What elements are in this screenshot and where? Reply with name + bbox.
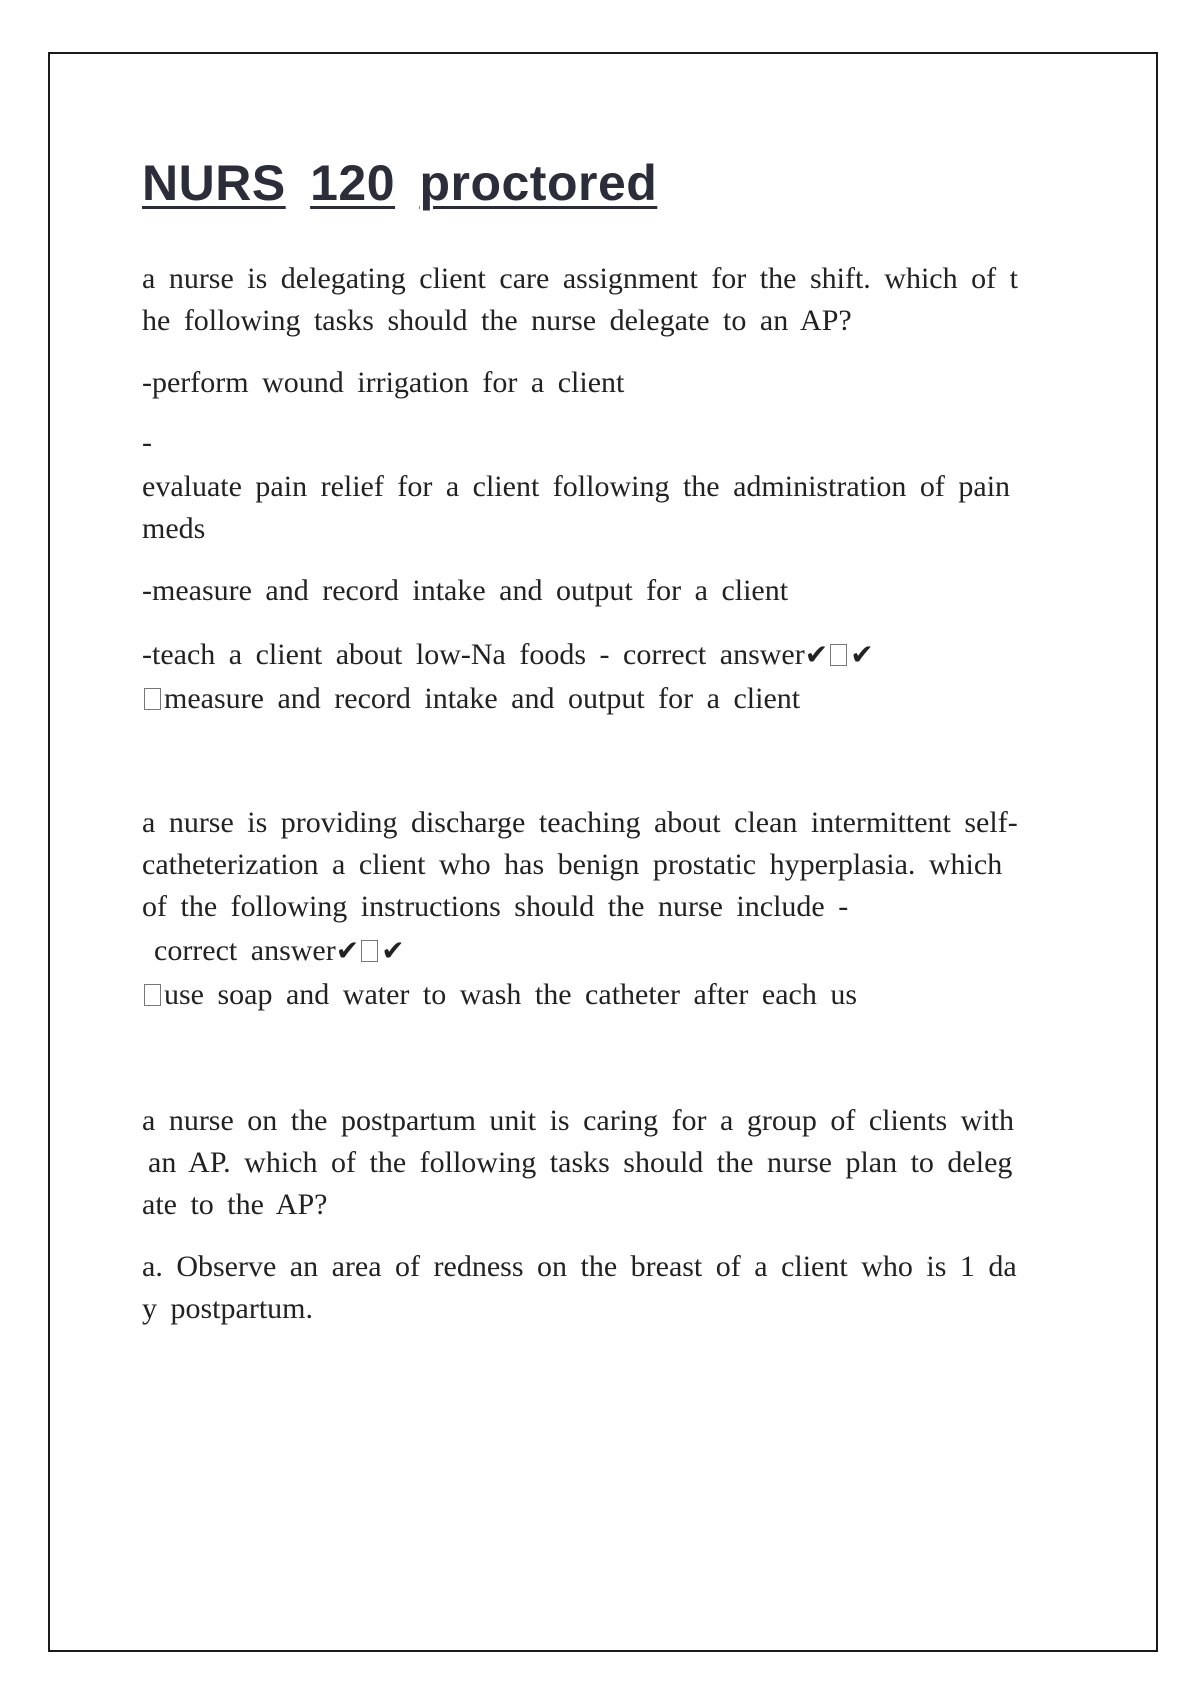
title-word-proctored: proctored xyxy=(419,155,658,211)
q1-answer: measure and record intake and output for a client xyxy=(164,682,801,715)
q1-stem-line-2: he following tasks should the nurse delegate to an AP? xyxy=(142,304,852,337)
document-page xyxy=(48,52,1158,1652)
q1-option-2-dash: - xyxy=(142,426,152,459)
q3-option-a-line-1: a. Observe an area of redness on the breast of a client who is 1 da xyxy=(142,1250,1017,1283)
title-word-nurs: NURS xyxy=(142,155,286,211)
q1-answer-line xyxy=(142,676,1062,721)
q2-stem-line-1: a nurse is providing discharge teaching about clean intermittent self- xyxy=(142,806,1018,839)
q3-stem-line-3: ate to the AP? xyxy=(142,1188,328,1221)
missing-glyph-box-icon xyxy=(830,644,847,666)
q2-correct-label: correct answer xyxy=(154,934,336,967)
q2-stem-line-3: of the following instructions should the nurse include - xyxy=(142,890,849,923)
q1-option-4-line xyxy=(142,632,1062,677)
title-word-120: 120 xyxy=(310,155,396,211)
q2-answer: use soap and water to wash the catheter after each us xyxy=(164,978,858,1011)
q3-option-a-line-2: y postpartum. xyxy=(142,1292,313,1325)
q1-option-1: -perform wound irrigation for a client xyxy=(142,366,625,399)
q3-stem-line-2: an AP. which of the following tasks should the nurse plan to deleg xyxy=(148,1146,1013,1179)
missing-glyph-box-icon xyxy=(144,984,161,1006)
q1-stem-line-1: a nurse is delegating client care assignment for the shift. which of t xyxy=(142,262,1018,295)
q1-option-3: -measure and record intake and output for a client xyxy=(142,574,789,607)
q3-stem-line-1: a nurse on the postpartum unit is caring for a group of clients with xyxy=(142,1104,1014,1137)
check-mark-icon: ✔ xyxy=(335,934,360,967)
check-mark-icon: ✔ xyxy=(381,934,405,967)
check-mark-icon: ✔ xyxy=(850,638,874,671)
check-mark-icon: ✔ xyxy=(804,638,829,671)
q2-answer-line xyxy=(142,972,1062,1017)
q1-option-2-line-2: meds xyxy=(142,512,206,545)
q2-correct-label-line xyxy=(142,928,1074,973)
q1-option-2-line-1: evaluate pain relief for a client following the administration of pain xyxy=(142,470,1011,503)
missing-glyph-box-icon xyxy=(361,940,378,962)
page-title xyxy=(142,154,657,212)
missing-glyph-box-icon xyxy=(144,688,161,710)
q1-option-4: -teach a client about low-Na foods - correct answer xyxy=(142,638,805,671)
q2-stem-line-2: catheterization a client who has benign prostatic hyperplasia. which xyxy=(142,848,1003,881)
